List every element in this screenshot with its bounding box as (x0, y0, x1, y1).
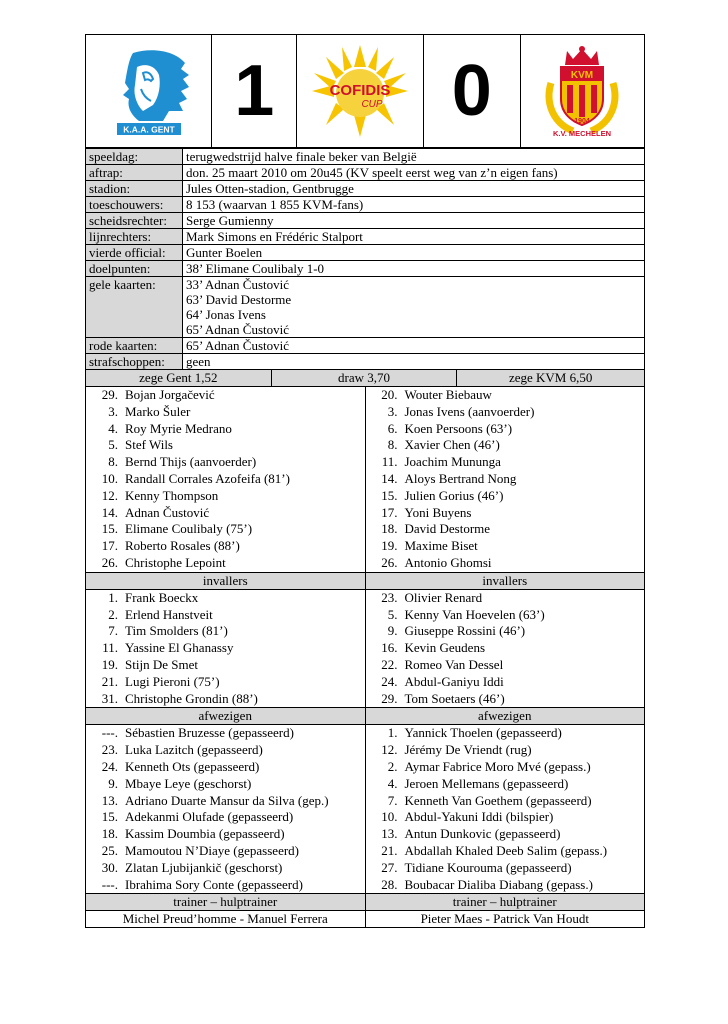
player-number: 21. (101, 673, 118, 689)
player-number: 19. (381, 538, 398, 554)
player-name: Frank Boeckx (125, 589, 199, 605)
player-number: 24. (381, 673, 398, 689)
info-4-row (86, 213, 645, 229)
player-name: Lugi Pieroni (75’) (125, 673, 220, 689)
mechelen-crest-icon (537, 43, 627, 139)
player-name: Adnan Čustović (125, 504, 210, 520)
section-header-trainer: trainer – hulptrainer (366, 893, 645, 911)
info-0-row (86, 149, 645, 165)
player-row (366, 776, 645, 793)
section-header-absent: afwezigen (86, 707, 365, 725)
penalties-value: geen (183, 354, 645, 370)
player-number: 16. (381, 640, 398, 656)
player-number: 3. (387, 403, 398, 419)
svg-text:CUP: CUP (361, 99, 383, 110)
player-row (366, 404, 645, 421)
red-cards-value: 65’ Adnan Čustović (183, 338, 645, 354)
player-number: 27. (381, 859, 398, 875)
score-header (85, 34, 645, 148)
svg-text:KVM: KVM (571, 70, 594, 81)
player-name: Marko Šuler (125, 403, 191, 419)
player-row (366, 759, 645, 776)
info-1-label: aftrap: (86, 165, 183, 181)
red-cards-row (86, 338, 645, 354)
player-number: 17. (101, 538, 118, 554)
yellow-card-value: 64’ Jonas Ivens (183, 307, 645, 322)
info-2-value: Jules Otten-stadion, Gentbrugge (183, 181, 645, 197)
player-number: 4. (387, 775, 398, 791)
player-number: 6. (387, 420, 398, 436)
player-number: 29. (101, 387, 118, 402)
player-number: 1. (387, 725, 398, 741)
player-number: 21. (381, 842, 398, 858)
player-row (366, 538, 645, 555)
svg-text:K.V. MECHELEN: K.V. MECHELEN (553, 129, 612, 138)
player-name: Koen Persoons (63’) (404, 420, 513, 436)
player-row (366, 742, 645, 759)
player-number: 1. (108, 589, 118, 605)
player-number: 20. (381, 387, 398, 402)
away-lineup (366, 387, 645, 927)
betting-odds (85, 370, 645, 387)
player-row (86, 505, 365, 522)
player-number: 7. (387, 792, 398, 808)
player-number: 30. (101, 859, 118, 875)
info-0-label: speeldag: (86, 149, 183, 165)
player-number: 3. (108, 403, 118, 419)
player-row (366, 725, 645, 742)
player-number: 2. (387, 758, 398, 774)
player-number: 12. (101, 487, 118, 503)
info-3-label: toeschouwers: (86, 197, 183, 213)
away-score: 0 (424, 35, 521, 147)
player-name: Bojan Jorgačević (125, 387, 215, 402)
player-row (366, 421, 645, 438)
player-name: Randall Corrales Azofeifa (81’) (125, 470, 290, 486)
odds-away: zege KVM 6,50 (508, 370, 593, 385)
player-row (366, 623, 645, 640)
player-row (366, 590, 645, 607)
player-name: Ibrahima Sory Conte (gepasseerd) (125, 876, 303, 892)
player-number: 22. (381, 656, 398, 672)
player-row (86, 387, 365, 404)
section-header-subs: invallers (366, 572, 645, 590)
player-number: 7. (108, 623, 118, 639)
info-1-row (86, 165, 645, 181)
player-name: Kassim Doumbia (gepasseerd) (125, 826, 285, 842)
player-number: 13. (101, 792, 118, 808)
info-5-label: lijnrechters: (86, 229, 183, 245)
home-lineup (86, 387, 366, 927)
player-row (86, 538, 365, 555)
lineups (85, 387, 645, 928)
player-row (366, 555, 645, 572)
player-number: 9. (108, 775, 118, 791)
player-row (366, 505, 645, 522)
trainer-names: Michel Preud’homme - Manuel Ferrera (122, 911, 328, 927)
player-name: Tom Soetaers (46’) (404, 690, 505, 706)
player-name: Bernd Thijs (aanvoerder) (125, 454, 257, 470)
svg-text:COFIDIS: COFIDIS (329, 82, 391, 99)
player-name: Stef Wils (125, 437, 173, 453)
home-score: 1 (212, 35, 297, 147)
player-name: Luka Lazitch (gepasseerd) (125, 742, 263, 758)
player-name: Julien Gorius (46’) (404, 487, 504, 503)
player-row (86, 674, 365, 691)
player-name: Kenneth Van Goethem (gepasseerd) (404, 792, 592, 808)
player-row (86, 657, 365, 674)
player-name: Stijn De Smet (125, 656, 198, 672)
player-row (366, 877, 645, 894)
player-row (86, 590, 365, 607)
info-6-row (86, 245, 645, 261)
player-row (86, 488, 365, 505)
player-name: David Destorme (404, 521, 491, 537)
sun-ball-icon (308, 43, 412, 139)
red-cards-label: rode kaarten: (86, 338, 183, 354)
player-name: Giuseppe Rossini (46’) (404, 623, 526, 639)
yellow-card-value: 65’ Adnan Čustović (183, 322, 645, 338)
player-row (366, 691, 645, 708)
player-row (366, 521, 645, 538)
section-header-subs: invallers (86, 572, 365, 590)
player-number: 14. (101, 504, 118, 520)
gent-logo (86, 35, 212, 147)
info-4-value: Serge Gumienny (183, 213, 645, 229)
player-row (86, 623, 365, 640)
player-name: Wouter Biebauw (404, 387, 492, 402)
player-name: Aloys Bertrand Nong (404, 470, 517, 486)
player-name: Olivier Renard (404, 589, 483, 605)
player-number: 23. (101, 742, 118, 758)
svg-text:K.A.A. GENT: K.A.A. GENT (122, 124, 175, 135)
player-name: Mbaye Leye (geschorst) (125, 775, 252, 791)
player-name: Roberto Rosales (88’) (125, 538, 240, 554)
player-number: 18. (101, 826, 118, 842)
player-number: 15. (101, 521, 118, 537)
gent-indian-head-icon (103, 45, 195, 137)
odds-draw: draw 3,70 (272, 370, 458, 386)
player-name: Kevin Geudens (404, 640, 486, 656)
info-2-row (86, 181, 645, 197)
player-number: 9. (387, 623, 398, 639)
player-name: Adekanmi Olufade (gepasseerd) (125, 809, 294, 825)
player-name: Yassine El Ghanassy (125, 640, 234, 656)
player-number: 14. (381, 470, 398, 486)
player-row (366, 843, 645, 860)
player-name: Jonas Ivens (aanvoerder) (404, 403, 535, 419)
info-1-value: don. 25 maart 2010 om 20u45 (KV speelt eerst weg van z’n eigen fans) (183, 165, 645, 181)
player-name: Kenneth Ots (gepasseerd) (125, 758, 260, 774)
player-row (86, 521, 365, 538)
player-number: 29. (381, 690, 398, 706)
player-number: 15. (381, 487, 398, 503)
player-name: Kenny Van Hoevelen (63’) (404, 606, 545, 622)
info-5-value: Mark Simons en Frédéric Stalport (183, 229, 645, 245)
player-number: ---. (101, 725, 118, 741)
player-number: 10. (101, 470, 118, 486)
player-row (86, 640, 365, 657)
player-name: Boubacar Dialiba Diabang (gepass.) (404, 876, 593, 892)
player-name: Tidiane Kourouma (gepasseerd) (404, 859, 572, 875)
player-row (366, 657, 645, 674)
player-name: Abdul-Yakuni Iddi (bilspier) (404, 809, 554, 825)
player-row (86, 607, 365, 624)
player-row (86, 793, 365, 810)
info-6-label: vierde official: (86, 245, 183, 261)
player-name: Xavier Chen (46’) (404, 437, 500, 453)
player-name: Jeroen Mellemans (gepasseerd) (404, 775, 569, 791)
section-header-absent: afwezigen (366, 707, 645, 725)
player-name: Tim Smolders (81’) (125, 623, 228, 639)
player-name: Aymar Fabrice Moro Mvé (gepass.) (404, 758, 591, 774)
player-name: Christophe Grondin (88’) (125, 690, 258, 706)
svg-text:1904: 1904 (574, 118, 591, 125)
player-number: 15. (101, 809, 118, 825)
yellow-card-row (86, 277, 645, 293)
player-row (366, 607, 645, 624)
player-row (366, 809, 645, 826)
player-row (86, 877, 365, 894)
goals-row (86, 261, 645, 277)
player-number: 11. (381, 454, 398, 470)
player-row (86, 843, 365, 860)
yellow-card-value: 33’ Adnan Čustović (183, 277, 645, 293)
goals-value: 38’ Elimane Coulibaly 1-0 (183, 261, 645, 277)
player-number: 23. (381, 589, 398, 605)
player-row (86, 471, 365, 488)
yellow-cards-label: gele kaarten: (86, 277, 183, 338)
info-4-label: scheidsrechter: (86, 213, 183, 229)
player-name: Maxime Biset (404, 538, 478, 554)
section-header-trainer: trainer – hulptrainer (86, 893, 365, 911)
cofidis-cup-logo (297, 35, 423, 147)
player-name: Erlend Hanstveit (125, 606, 213, 622)
player-number: 10. (381, 809, 398, 825)
player-row (86, 437, 365, 454)
player-row (366, 488, 645, 505)
player-number: 26. (101, 554, 118, 570)
player-name: Roy Myrie Medrano (125, 420, 232, 436)
penalties-row (86, 354, 645, 370)
player-number: 17. (381, 504, 398, 520)
player-row (366, 793, 645, 810)
info-5-row (86, 229, 645, 245)
player-number: 8. (387, 437, 398, 453)
player-name: Elimane Coulibaly (75’) (125, 521, 253, 537)
match-sheet (85, 34, 645, 928)
player-number: 26. (381, 554, 398, 570)
player-name: Mamoutou N’Diaye (gepasseerd) (125, 842, 299, 858)
player-row (86, 776, 365, 793)
player-name: Abdallah Khaled Deeb Salim (gepass.) (404, 842, 608, 858)
player-name: Sébastien Bruzesse (gepasseerd) (125, 725, 294, 741)
player-row (366, 454, 645, 471)
yellow-card-value: 63’ David Destorme (183, 292, 645, 307)
player-row (86, 742, 365, 759)
match-info-table (85, 148, 645, 370)
player-row (366, 860, 645, 877)
info-3-value: 8 153 (waarvan 1 855 KVM-fans) (183, 197, 645, 213)
player-number: 5. (108, 437, 118, 453)
player-number: 19. (101, 656, 118, 672)
player-name: Romeo Van Dessel (404, 656, 504, 672)
player-name: Zlatan Ljubijankič (geschorst) (125, 859, 283, 875)
trainer-names: Pieter Maes - Patrick Van Houdt (420, 911, 589, 927)
player-row (86, 725, 365, 742)
player-name: Adriano Duarte Mansur da Silva (gep.) (125, 792, 329, 808)
player-name: Yannick Thoelen (gepasseerd) (404, 725, 562, 741)
info-2-label: stadion: (86, 181, 183, 197)
player-row (86, 404, 365, 421)
player-row (366, 826, 645, 843)
info-6-value: Gunter Boelen (183, 245, 645, 261)
player-row (366, 674, 645, 691)
player-number: 8. (108, 454, 118, 470)
odds-home: zege Gent 1,52 (86, 370, 272, 386)
player-number: ---. (101, 876, 118, 892)
player-number: 4. (108, 420, 118, 436)
player-row (86, 691, 365, 708)
player-number: 2. (108, 606, 118, 622)
player-name: Antun Dunkovic (gepasseerd) (404, 826, 561, 842)
player-name: Yoni Buyens (404, 504, 472, 520)
player-number: 12. (381, 742, 398, 758)
player-name: Abdul-Ganiyu Iddi (404, 673, 504, 689)
player-name: Antonio Ghomsi (404, 554, 492, 570)
player-number: 31. (101, 690, 118, 706)
player-row (366, 471, 645, 488)
player-row (86, 809, 365, 826)
player-number: 13. (381, 826, 398, 842)
player-number: 5. (387, 606, 398, 622)
player-row (366, 437, 645, 454)
player-number: 28. (381, 876, 398, 892)
player-name: Jérémy De Vriendt (rug) (404, 742, 532, 758)
player-number: 11. (102, 640, 118, 656)
goals-label: doelpunten: (86, 261, 183, 277)
player-row (86, 555, 365, 572)
player-row (86, 826, 365, 843)
info-3-row (86, 197, 645, 213)
info-0-value: terugwedstrijd halve finale beker van België (183, 149, 645, 165)
player-name: Christophe Lepoint (125, 554, 226, 570)
player-row (86, 421, 365, 438)
player-row (366, 387, 645, 404)
player-row (366, 640, 645, 657)
player-number: 18. (381, 521, 398, 537)
player-row (86, 759, 365, 776)
penalties-label: strafschoppen: (86, 354, 183, 370)
mechelen-logo (521, 35, 644, 147)
player-row (86, 860, 365, 877)
player-name: Joachim Mununga (404, 454, 501, 470)
player-number: 24. (101, 758, 118, 774)
player-name: Kenny Thompson (125, 487, 219, 503)
player-row (86, 454, 365, 471)
player-number: 25. (101, 842, 118, 858)
